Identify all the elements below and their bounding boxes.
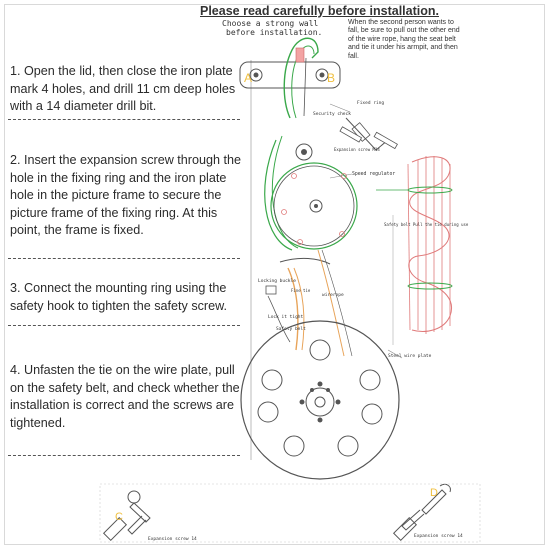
expansion-screw-c bbox=[104, 491, 150, 540]
label-expansion-screw: Expansion screw M14 bbox=[334, 147, 380, 152]
step-2: 2. Insert the expansion screw through the hole in the fixing ring and the iron plate hole in the picture frame to secure the picture frame of the fixing ring. At this point, the frame is fixed. bbox=[10, 153, 242, 237]
wall-note-line-2: before installation. bbox=[226, 28, 323, 38]
step-1: 1. Open the lid, then close the iron plate mark 4 holes, and drill 11 cm deep holes with a 14 diameter drill bit. bbox=[10, 64, 236, 113]
marker-a: A bbox=[244, 71, 253, 85]
label-safety-belt-tie: Safety belt Pull the tie during use bbox=[384, 222, 469, 227]
step-3: 3. Connect the mounting ring using the safety hook to tighten the safety screw. bbox=[10, 281, 228, 313]
page-title: Please read carefully before installation. bbox=[200, 4, 439, 18]
marker-c: C bbox=[115, 511, 123, 523]
rope-coil bbox=[408, 156, 452, 334]
label-speed-regulator: Speed regulator bbox=[352, 172, 396, 177]
label-security-check: Security check bbox=[313, 112, 351, 117]
marker-d: D bbox=[430, 487, 438, 499]
label-expansion-screw-c: Expansion screw 14 bbox=[148, 537, 197, 542]
belt-and-wire bbox=[266, 250, 352, 356]
label-fixed-ring: Fixed ring bbox=[357, 101, 385, 106]
label-fine-tie: Fine tie bbox=[291, 288, 311, 293]
label-steel-wire-plate: Steel wire plate bbox=[388, 354, 432, 359]
step-4: 4. Unfasten the tie on the wire plate, pull on the safety belt, and check whether the installation is correct and the screws are tightened. bbox=[10, 363, 240, 430]
label-expansion-screw-d: Expansion screw 14 bbox=[414, 534, 463, 539]
fixed-ring-assembly bbox=[340, 118, 397, 150]
label-lock-it-tight: Lock it tight bbox=[268, 315, 304, 320]
wall-note-line-1: Choose a strong wall bbox=[222, 19, 319, 28]
label-wirerope: wirerope bbox=[322, 293, 344, 298]
expansion-screw-d bbox=[394, 484, 451, 540]
safety-hook bbox=[284, 38, 318, 118]
callout-line bbox=[330, 174, 352, 178]
callout-line bbox=[330, 104, 350, 112]
label-safety-belt: Safety belt bbox=[276, 327, 306, 332]
steel-wire-plate bbox=[241, 321, 399, 479]
speed-regulator bbox=[265, 136, 357, 250]
marker-b: B bbox=[327, 71, 336, 85]
label-locking-buckle: Locking buckle bbox=[258, 279, 296, 284]
second-person-note: When the second person wants to fall, be sure to pull out the other end of the wire rope, hang the seat belt and tie it under his armpit, and then fall. bbox=[348, 19, 460, 60]
fixing-plate bbox=[240, 62, 340, 88]
